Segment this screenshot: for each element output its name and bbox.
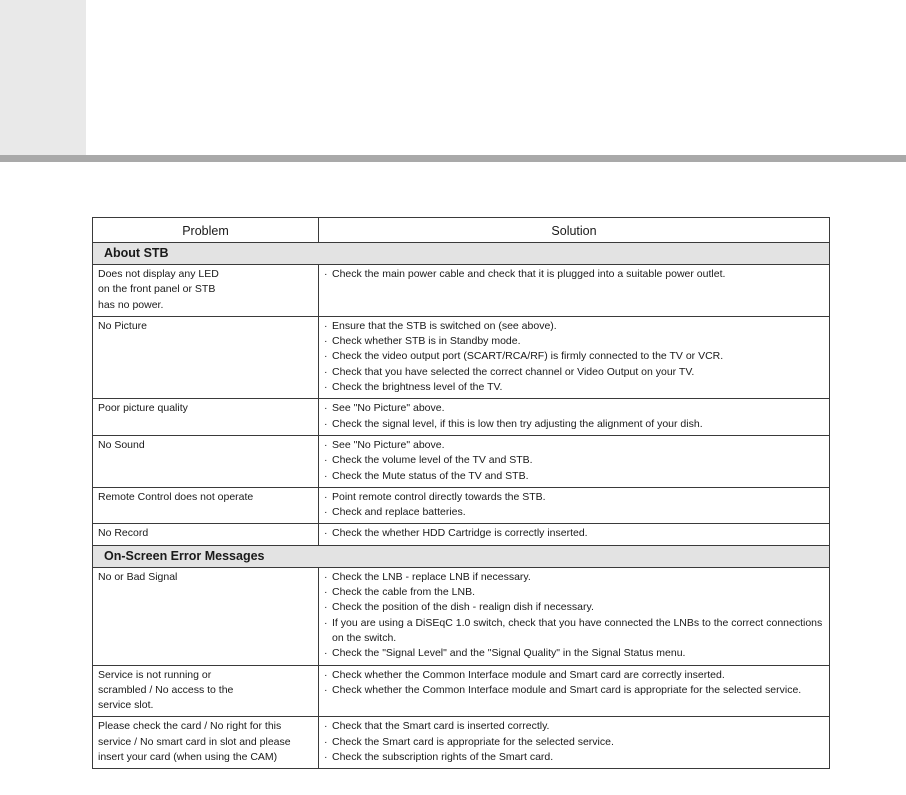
- section-header: [93, 545, 830, 567]
- table-row: [93, 487, 830, 524]
- solution-item: · Check the brightness level of the TV.: [324, 380, 825, 395]
- table-row: [93, 265, 830, 317]
- section-title: About STB: [93, 243, 830, 265]
- problem-text: Poor picture quality: [98, 402, 188, 415]
- problem-cell: [93, 524, 319, 545]
- solution-list: [324, 319, 825, 395]
- problem-text: scrambled / No access to the: [98, 683, 234, 696]
- problem-column-header: Problem: [93, 218, 319, 243]
- solution-item: · Check the main power cable and check that it is plugged into a suitable power outlet.: [324, 267, 825, 282]
- solution-item: · Check the "Signal Level" and the "Signal Quality" in the Signal Status menu.: [324, 646, 825, 661]
- solution-item: · Check that you have selected the correct channel or Video Output on your TV.: [324, 365, 825, 380]
- solution-item: · Point remote control directly towards the STB.: [324, 490, 825, 505]
- solution-item: · Check the video output port (SCART/RCA/RF) is firmly connected to the TV or VCR.: [324, 349, 825, 364]
- problem-text: No or Bad Signal: [98, 570, 178, 583]
- section-header: [93, 243, 830, 265]
- solution-list: [324, 668, 825, 699]
- problem-cell: [93, 399, 319, 436]
- solution-item: · Check the cable from the LNB.: [324, 585, 825, 600]
- table-row: [93, 665, 830, 717]
- problem-cell: [93, 316, 319, 398]
- solution-item: · See "No Picture" above.: [324, 401, 825, 416]
- solution-item: · Check whether STB is in Standby mode.: [324, 334, 825, 349]
- solution-item: · Check that the Smart card is inserted correctly.: [324, 719, 825, 734]
- table-row: [93, 316, 830, 398]
- solution-cell: [319, 524, 830, 545]
- solution-cell: [319, 435, 830, 487]
- problem-text: No Sound: [98, 438, 145, 451]
- solution-item: · Ensure that the STB is switched on (see above).: [324, 319, 825, 334]
- solution-item: · Check the volume level of the TV and STB.: [324, 453, 825, 468]
- problem-text: service slot.: [98, 699, 154, 712]
- problem-cell: [93, 265, 319, 317]
- solution-cell: [319, 265, 830, 317]
- problem-cell: [93, 567, 319, 665]
- problem-text: Please check the card / No right for this: [98, 720, 282, 733]
- solution-cell: [319, 567, 830, 665]
- solution-item: · Check the position of the dish - realign dish if necessary.: [324, 600, 825, 615]
- solution-list: [324, 719, 825, 765]
- solution-item: · Check whether the Common Interface module and Smart card is appropriate for the selected service.: [324, 683, 825, 698]
- problem-text: Service is not running or: [98, 668, 212, 681]
- solution-column-header: Solution: [319, 218, 830, 243]
- solution-cell: [319, 316, 830, 398]
- table-row: [93, 399, 830, 436]
- table-body: [93, 243, 830, 769]
- problem-cell: [93, 487, 319, 524]
- solution-item: · Check the Mute status of the TV and STB.: [324, 469, 825, 484]
- table-row: [93, 567, 830, 665]
- solution-list: [324, 490, 825, 521]
- solution-item: · See "No Picture" above.: [324, 438, 825, 453]
- solution-list: [324, 526, 825, 541]
- table-row: [93, 524, 830, 545]
- table-header-row: [93, 218, 830, 243]
- table-row: [93, 717, 830, 769]
- problem-cell: [93, 435, 319, 487]
- problem-cell: [93, 717, 319, 769]
- solution-item: · Check the signal level, if this is low then try adjusting the alignment of your dish.: [324, 417, 825, 432]
- solution-item: · Check the whether HDD Cartridge is correctly inserted.: [324, 526, 825, 541]
- solution-item: · Check whether the Common Interface module and Smart card are correctly inserted.: [324, 668, 825, 683]
- solution-cell: [319, 487, 830, 524]
- problem-text: insert your card (when using the CAM): [98, 751, 278, 764]
- solution-cell: [319, 717, 830, 769]
- table-row: [93, 435, 830, 487]
- solution-list: [324, 438, 825, 484]
- problem-text: on the front panel or STB: [98, 283, 216, 296]
- solution-list: [324, 570, 825, 662]
- solution-item: · Check the Smart card is appropriate for the selected service.: [324, 735, 825, 750]
- problem-text: Remote Control does not operate: [98, 490, 254, 503]
- solution-cell: [319, 665, 830, 717]
- troubleshooting-table: [92, 217, 830, 769]
- solution-item: · Check the LNB - replace LNB if necessary.: [324, 570, 825, 585]
- solution-item: · Check and replace batteries.: [324, 505, 825, 520]
- section-title: On-Screen Error Messages: [93, 545, 830, 567]
- solution-cell: [319, 399, 830, 436]
- solution-list: [324, 401, 825, 432]
- header-divider: [0, 155, 906, 162]
- problem-text: No Record: [98, 527, 149, 540]
- problem-text: Does not display any LED: [98, 268, 219, 280]
- solution-item: · Check the subscription rights of the Smart card.: [324, 750, 825, 765]
- solution-list: [324, 267, 825, 282]
- problem-text: has no power.: [98, 298, 164, 311]
- problem-text: No Picture: [98, 319, 148, 332]
- solution-item: · If you are using a DiSEqC 1.0 switch, check that you have connected the LNBs to the correct connections on the switch.: [324, 616, 825, 647]
- header-tab: [0, 0, 86, 156]
- problem-text: service / No smart card in slot and please: [98, 735, 291, 748]
- problem-cell: [93, 665, 319, 717]
